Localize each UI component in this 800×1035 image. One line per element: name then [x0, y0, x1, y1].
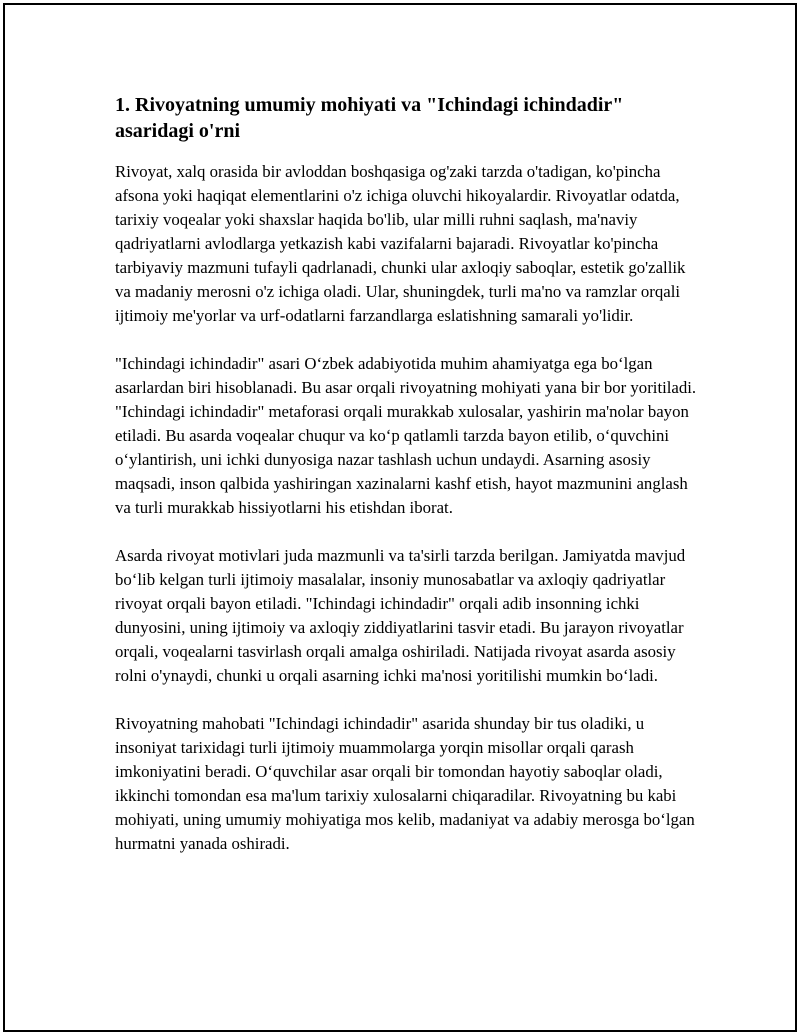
document-body — [115, 92, 700, 880]
paragraph-1: Rivoyat, xalq orasida bir avloddan boshqasiga og'zaki tarzda o'tadigan, ko'pincha afsona yoki haqiqat elementlarini o'z ichiga oluvchi hikoyalardir. Rivoyatlar odatda, tarixiy voqealar yoki shaxslar haqida bo'lib, ular milli ruhni saqlash, ma'naviy qadriyatlarni avlodlarga yetkazish kabi vazifalarni bajaradi. Rivoyatlar ko'pincha tarbiyaviy mazmuni tufayli qadrlanadi, chunki ular axloqiy saboqlar, estetik go'zallik va madaniy merosni o'z ichiga oladi. Ular, shuningdek, turli ma'no va ramzlar orqali ijtimoiy me'yorlar va urf-odatlarni farzandlarga eslatishning samarali yo'lidir. — [115, 162, 686, 325]
paragraph-3: Asarda rivoyat motivlari juda mazmunli va ta'sirli tarzda berilgan. Jamiyatda mavjud bo‘lib kelgan turli ijtimoiy masalalar, insoniy munosabatlar va axloqiy qadriyatlar rivoyat orqali bayon etiladi. "Ichindagi ichindadir" orqali adib insonning ichki dunyosini, uning ijtimoiy va axloqiy ziddiyatlarini tasvir etadi. Bu jarayon rivoyatlar orqali, voqealarni tasvirlash orqali amalga oshiriladi. Natijada rivoyat asarda asosiy rolni o'ynaydi, chunki u orqali asarning ichki ma'nosi yoritilishi mumkin bo‘ladi. — [115, 546, 686, 685]
paragraph-4: Rivoyatning mahobati "Ichindagi ichindadir" asarida shunday bir tus oladiki, u insoniyat tarixidagi turli ijtimoiy muammolarga yorqin misollar orqali qarash imkoniyatini beradi. O‘quvchilar asar orqali bir tomondan hayotiy saboqlar oladi, ikkinchi tomondan esa ma'lum tarixiy xulosalarni chiqaradilar. Rivoyatning bu kabi mohiyati, uning umumiy mohiyatiga mos kelib, madaniyat va adabiy merosga bo‘lgan hurmatni yanada oshiradi. — [115, 714, 695, 853]
section-heading: 1. Rivoyatning umumiy mohiyati va "Ichindagi ichindadir" asaridagi o'rni — [115, 94, 624, 142]
paragraph-2: "Ichindagi ichindadir" asari O‘zbek adabiyotida muhim ahamiyatga ega bo‘lgan asarlardan biri hisoblanadi. Bu asar orqali rivoyatning mohiyati yana bir bor yoritiladi. "Ichindagi ichindadir" metaforasi orqali murakkab xulosalar, yashirin ma'nolar bayon etiladi. Bu asarda voqealar chuqur va ko‘p qatlamli tarzda bayon etilib, o‘quvchini o‘ylantirish, uni ichki dunyosiga nazar tashlash uchun undaydi. Asarning asosiy maqsadi, inson qalbida yashiringan xazinalarni kashf etish, hayot mazmunini anglash va turli murakkab hissiyotlarni his etishdan iborat. — [115, 354, 697, 517]
